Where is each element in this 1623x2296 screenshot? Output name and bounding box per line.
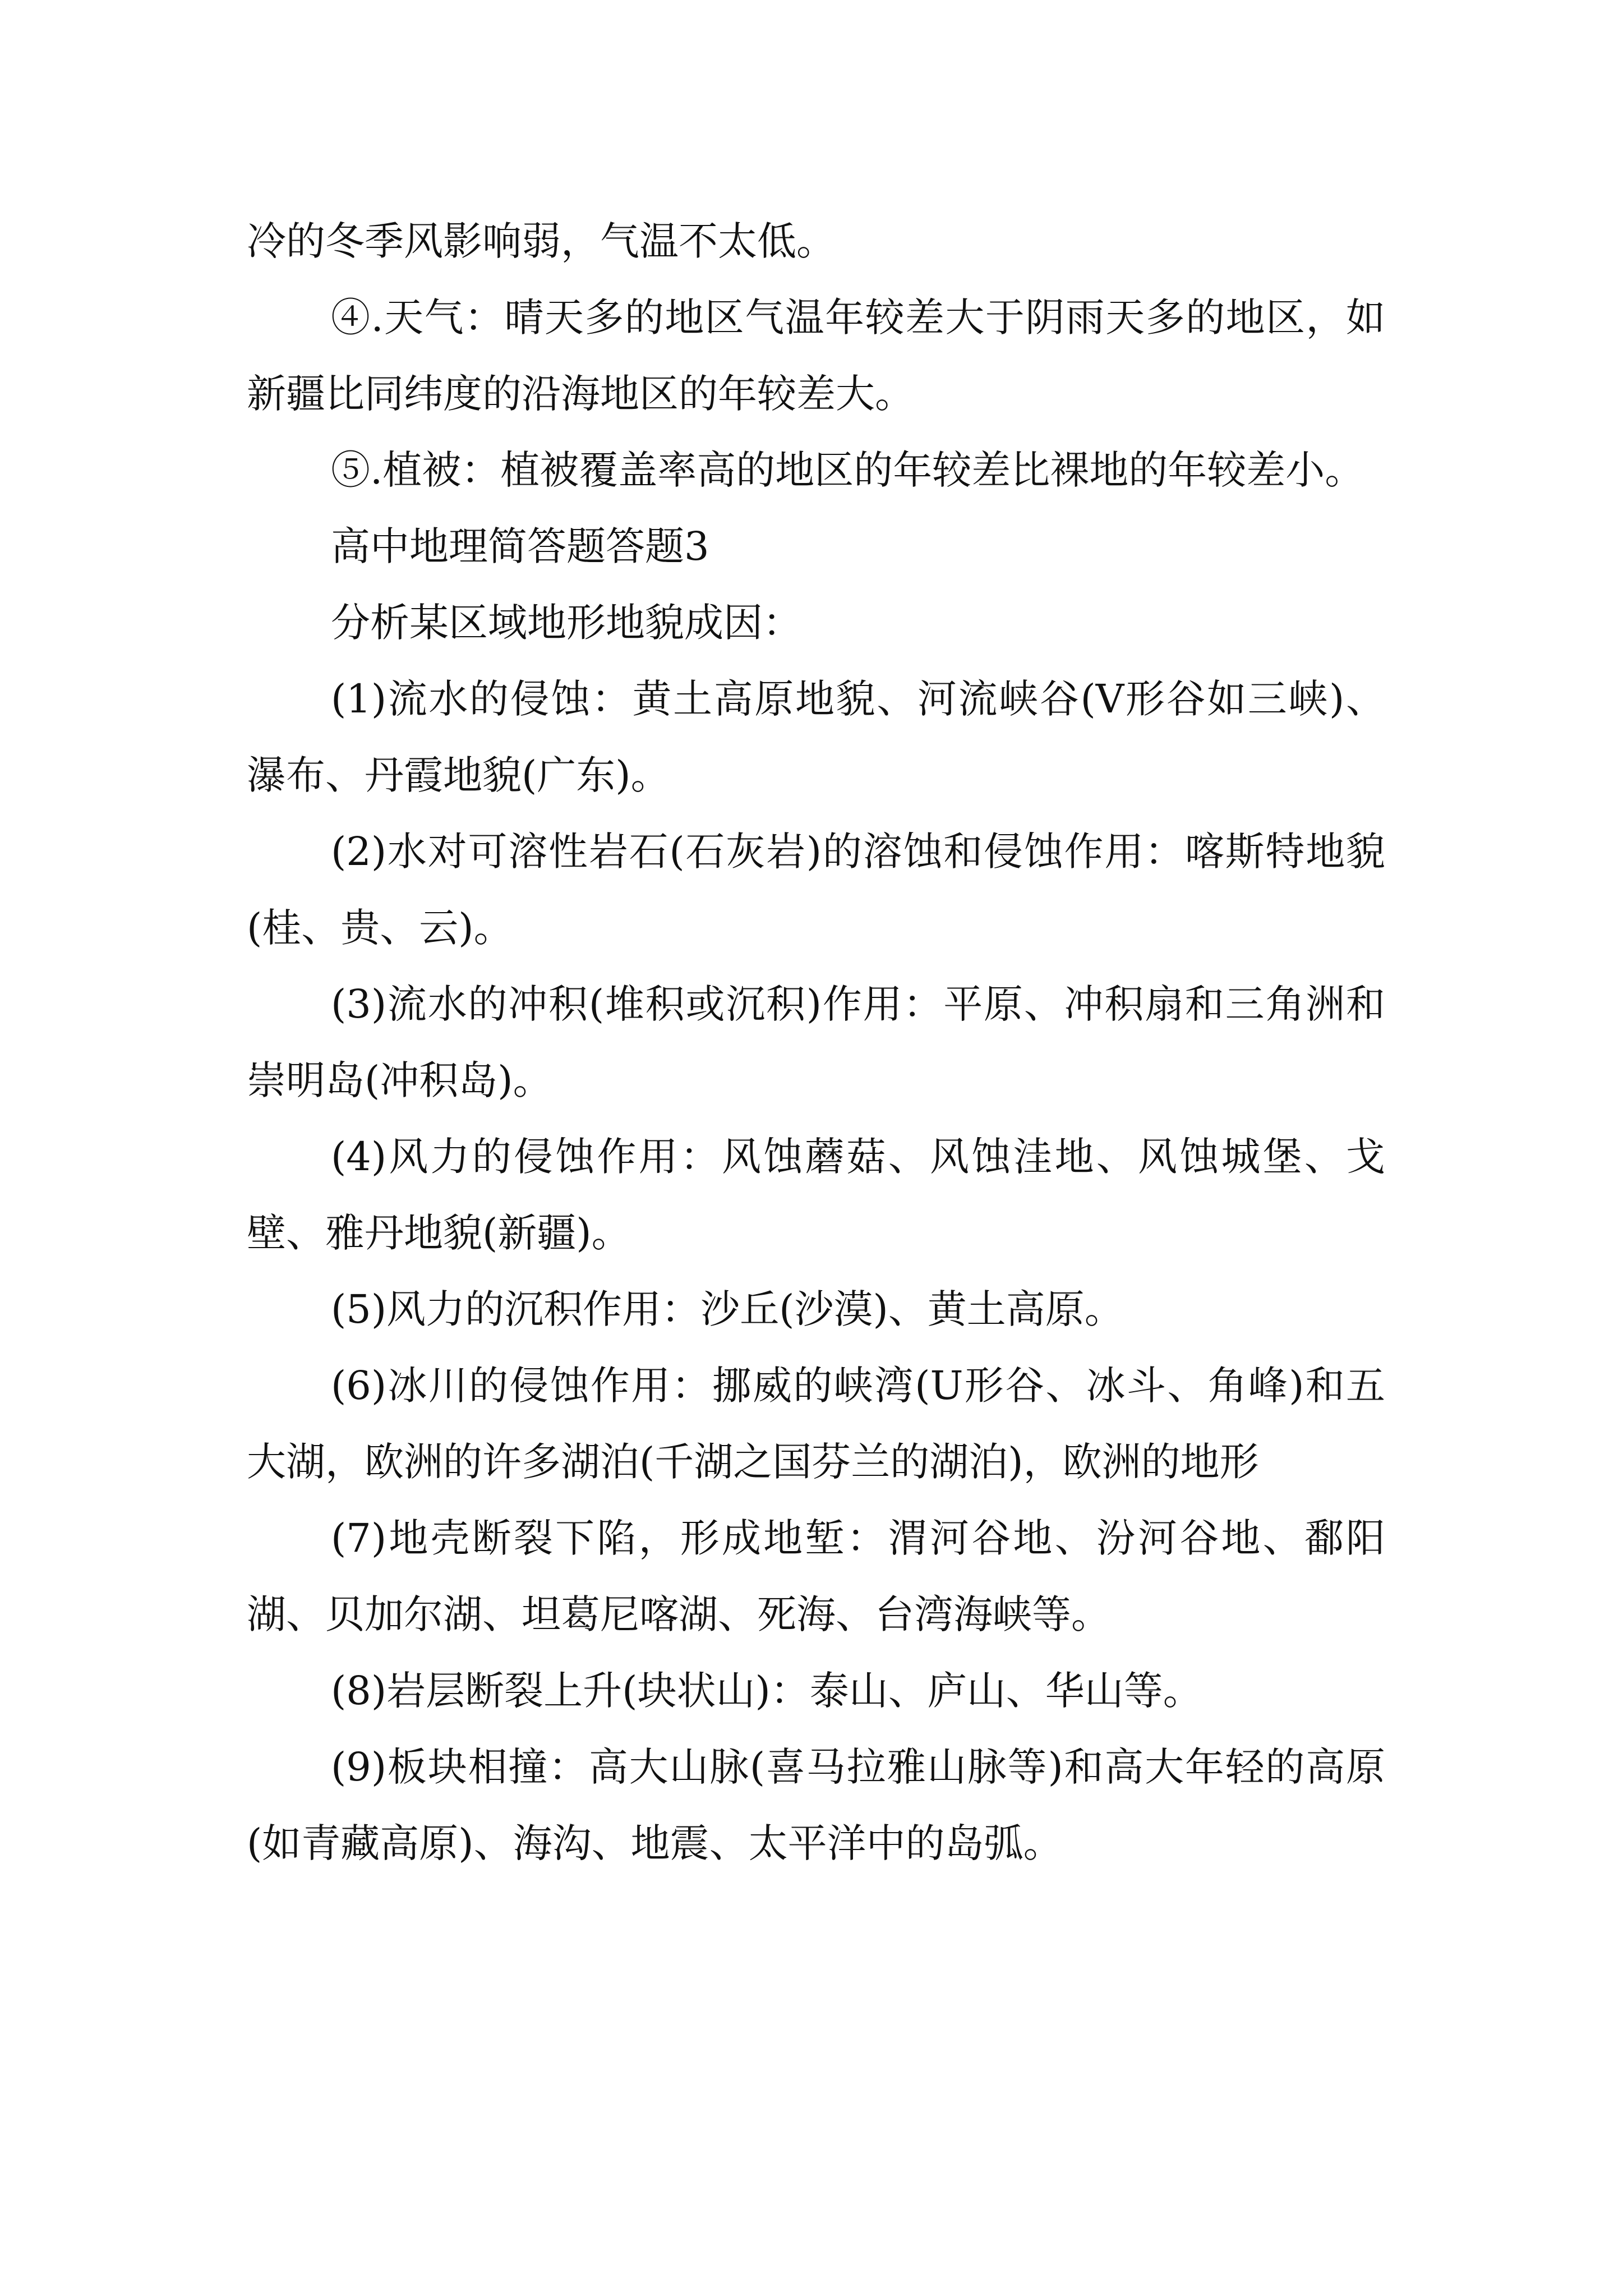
list-item: (4)风力的侵蚀作用：风蚀蘑菇、风蚀洼地、风蚀城堡、戈壁、雅丹地貌(新疆)。: [247, 1134, 1385, 1256]
list-item: (9)板块相撞：高大山脉(喜马拉雅山脉等)和高大年轻的高原(如青藏高原)、海沟、地震、太平洋中的岛弧。: [247, 1744, 1385, 1866]
list-item: (8)岩层断裂上升(块状山)：泰山、庐山、华山等。: [331, 1668, 1202, 1714]
paragraph-vegetation: ⑤.植被：植被覆盖率高的地区的年较差比裸地的年较差小。: [331, 447, 1364, 493]
paragraph-weather: ④.天气：晴天多的地区气温年较差大于阴雨天多的地区，如新疆比同纬度的沿海地区的年较差大。: [247, 295, 1385, 417]
list-item: (6)冰川的侵蚀作用：挪威的峡湾(U形谷、冰斗、角峰)和五大湖，欧洲的许多湖泊(千湖之国芬兰的湖泊)，欧洲的地形: [247, 1363, 1385, 1485]
list-item: (1)流水的侵蚀：黄土高原地貌、河流峡谷(V形谷如三峡)、瀑布、丹霞地貌(广东)。: [247, 676, 1385, 798]
list-item: (3)流水的冲积(堆积或沉积)作用：平原、冲积扇和三角洲和崇明岛(冲积岛)。: [247, 981, 1385, 1103]
section-intro: 分析某区域地形地貌成因：: [331, 600, 802, 646]
document-body: [247, 203, 1385, 1881]
list-item: (5)风力的沉积作用：沙丘(沙漠)、黄土高原。: [331, 1286, 1124, 1332]
list-item: (7)地壳断裂下陷，形成地堑：渭河谷地、汾河谷地、鄱阳湖、贝加尔湖、坦葛尼喀湖、死海、台湾海峡等。: [247, 1515, 1385, 1637]
list-item: (2)水对可溶性岩石(石灰岩)的溶蚀和侵蚀作用：喀斯特地貌(桂、贵、云)。: [247, 829, 1385, 951]
paragraph-continuation: 冷的冬季风影响弱，气温不太低。: [247, 218, 836, 264]
section-heading: 高中地理简答题答题3: [331, 523, 709, 569]
